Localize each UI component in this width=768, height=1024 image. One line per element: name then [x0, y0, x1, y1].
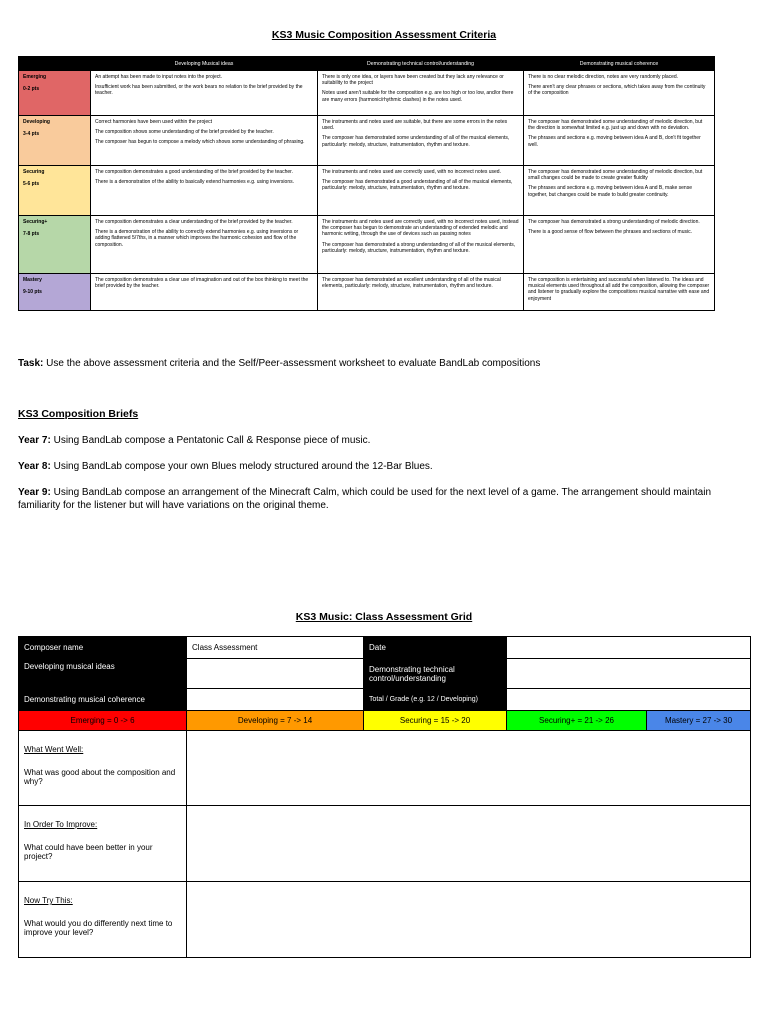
criteria-header-blank	[19, 57, 91, 71]
criteria-descriptor: There is no clear melodic direction, notes are very randomly placed.	[528, 74, 679, 80]
criteria-descriptor: The phrases and sections e.g. moving between idea A and B, make sense together, but changes could be made to build greater continuity.	[528, 185, 692, 198]
in-order-to-improve-label: In Order To Improve: What could have been better in your project?	[19, 806, 187, 882]
criteria-level-name: Securing+	[23, 219, 48, 225]
criteria-descriptor: Notes used aren't suitable for the composition e.g. are too high or too low, and/or there are many errors (harmonic/rhythmic clashes) in the notes used.	[322, 90, 514, 103]
criteria-cell-c3	[524, 116, 715, 166]
criteria-descriptor: The composition demonstrates a clear understanding of the brief provided by the teacher.	[95, 219, 293, 225]
date-field[interactable]	[507, 637, 751, 659]
criteria-descriptor: The composer has demonstrated some understanding of melodic direction, but the direction is somewhat limited e.g. just up and down with no deviation.	[528, 119, 703, 132]
criteria-descriptor: The instruments and notes used are correctly used, with no incorrect notes used.	[322, 169, 501, 175]
criteria-descriptor: The phrases and sections e.g. moving between idea A and B, don't fit together well.	[528, 135, 701, 148]
criteria-level-points: 0-2 pts	[23, 86, 40, 92]
band-mastery: Mastery = 27 -> 30	[647, 711, 751, 731]
criteria-cell-c1	[91, 274, 318, 311]
criteria-row	[19, 116, 715, 166]
criteria-descriptor: There is a good sense of flow between the phrases and sections of music.	[528, 229, 692, 236]
criteria-cell-c3	[524, 166, 715, 216]
criteria-descriptor: The composer has demonstrated a strong understanding of melodic direction.	[528, 219, 700, 225]
band-developing: Developing = 7 -> 14	[187, 711, 364, 731]
criteria-level-cell	[19, 166, 91, 216]
coherence-field[interactable]	[187, 689, 364, 711]
what-went-well-label: What Went Well: What was good about the composition and why?	[19, 731, 187, 806]
criteria-header-technical: Demonstrating technical control/understanding	[318, 57, 524, 71]
criteria-descriptor: The instruments and notes used are suitable, but there are some errors in the notes used.	[322, 119, 508, 132]
criteria-cell-c2	[318, 216, 524, 274]
criteria-level-cell	[19, 274, 91, 311]
developing-ideas-field[interactable]	[187, 659, 364, 689]
briefs-heading: KS3 Composition Briefs	[18, 408, 139, 420]
criteria-header-coherence: Demonstrating musical coherence	[524, 57, 715, 71]
criteria-cell-c1	[91, 166, 318, 216]
criteria-level-points: 3-4 pts	[23, 131, 40, 137]
criteria-descriptor: There is a demonstration of the ability to correctly extend harmonies e.g. using inversions or adding flattened 5/7ths, in a manner which improves the harmonic cohesion and flow of the composition.	[95, 229, 299, 248]
technical-field[interactable]	[507, 659, 751, 689]
criteria-descriptor: The composer has demonstrated a strong understanding of all of the musical elements, particularly: melody, structure, instrumentation, rhythm and texture.	[322, 241, 516, 254]
criteria-descriptor: There aren't any clear phrases or sections, which takes away from the continuity of the composition	[528, 84, 706, 97]
class-assessment-label: Class Assessment	[187, 637, 364, 659]
criteria-level-points: 5-6 pts	[23, 181, 40, 187]
criteria-title: KS3 Music Composition Assessment Criteria	[271, 29, 497, 41]
criteria-cell-c2	[318, 166, 524, 216]
criteria-level-cell	[19, 216, 91, 274]
criteria-level-points: 7-8 pts	[23, 231, 40, 237]
now-try-this-label: Now Try This: What would you do differently next time to improve your level?	[19, 882, 187, 958]
total-grade-field[interactable]	[507, 689, 751, 711]
grid-title: KS3 Music: Class Assessment Grid	[295, 611, 473, 623]
criteria-level-cell	[19, 116, 91, 166]
criteria-descriptor: The composer has begun to compose a melody which shows some understanding of phrasing.	[95, 139, 305, 146]
criteria-descriptor: An attempt has been made to input notes into the project.	[95, 74, 223, 80]
criteria-cell-c3	[524, 71, 715, 116]
brief-year-8: Year 8: Using BandLab compose your own Blues melody structured around the 12-Bar Blues.	[18, 461, 433, 472]
class-assessment-grid	[18, 636, 751, 958]
criteria-row	[19, 216, 715, 274]
criteria-row	[19, 71, 715, 116]
criteria-descriptor: The composer has demonstrated an excellent understanding of all of the musical elements, particularly: melody, structure, instrumentation, rhythm and texture.	[322, 277, 501, 290]
band-securing-plus: Securing+ = 21 -> 26	[507, 711, 647, 731]
criteria-level-name: Securing	[23, 169, 45, 175]
in-order-to-improve-field[interactable]	[187, 806, 751, 882]
criteria-descriptor: Correct harmonies have been used within the project	[95, 119, 213, 125]
criteria-row	[19, 166, 715, 216]
coherence-label: Demonstrating musical coherence	[19, 689, 187, 711]
criteria-level-name: Mastery	[23, 277, 42, 283]
criteria-level-name: Emerging	[23, 74, 47, 80]
criteria-header-ideas: Developing Musical ideas	[91, 57, 318, 71]
band-emerging: Emerging = 0 -> 6	[19, 711, 187, 731]
task-instruction: Task: Use the above assessment criteria and the Self/Peer-assessment worksheet to evaluate BandLab compositions	[18, 358, 541, 369]
criteria-descriptor: There is only one idea, or layers have been created but they lack any relevance or suitability to the project	[322, 74, 504, 87]
criteria-descriptor: The composer has demonstrated some understanding of melodic direction, but small changes could be made to create greater fluidity	[528, 169, 703, 182]
criteria-cell-c1	[91, 71, 318, 116]
criteria-cell-c2	[318, 116, 524, 166]
composer-name-label: Composer name	[19, 637, 187, 659]
criteria-level-points: 9-10 pts	[23, 289, 42, 295]
criteria-level-cell	[19, 71, 91, 116]
criteria-cell-c3	[524, 216, 715, 274]
criteria-descriptor: Insufficient work has been submitted, or the work bears no relation to the brief provided by the teacher.	[95, 84, 303, 97]
what-went-well-field[interactable]	[187, 731, 751, 806]
criteria-cell-c3	[524, 274, 715, 311]
criteria-descriptor: The composition demonstrates a clear use of imagination and out of the box thinking to meet the brief provided by the teacher.	[95, 277, 309, 290]
brief-year-7: Year 7: Using BandLab compose a Pentatonic Call & Response piece of music.	[18, 435, 371, 446]
criteria-cell-c2	[318, 274, 524, 311]
criteria-cell-c2	[318, 71, 524, 116]
total-grade-label: Total / Grade (e.g. 12 / Developing)	[364, 689, 507, 711]
criteria-descriptor: The instruments and notes used are correctly used, with no incorrect notes used, instead the composer has begun to demonstrate an understanding of extended melodic and harmonic writing, through the use of devices such as passing notes	[322, 219, 519, 238]
assessment-criteria-table	[18, 56, 715, 311]
band-securing: Securing = 15 -> 20	[364, 711, 507, 731]
criteria-descriptor: The composer has demonstrated some understanding of all of the musical elements, particularly: melody, structure, instrumentation, rhythm and texture.	[322, 135, 510, 148]
now-try-this-field[interactable]	[187, 882, 751, 958]
date-label: Date	[364, 637, 507, 659]
brief-year-9: Year 9: Using BandLab compose an arrangement of the Minecraft Calm, which could be used for the next level of a game. The arrangement should maintain familiarity for the listener but will have variations on the original theme.	[18, 487, 712, 511]
criteria-descriptor: The composition shows some understanding of the brief provided by the teacher.	[95, 129, 274, 136]
criteria-descriptor: There is a demonstration of the ability to basically extend harmonies e.g. using inversions.	[95, 179, 294, 186]
criteria-descriptor: The composition demonstrates a good understanding of the brief provided by the teacher.	[95, 169, 293, 175]
criteria-descriptor: The composition is entertaining and successful when listened to. The ideas and musical elements used throughout all add the composition, allowing the composer and listener to gradually explore the compositions musical narrative with ease and enjoyment	[528, 277, 710, 302]
criteria-level-name: Developing	[23, 119, 50, 125]
criteria-cell-c1	[91, 216, 318, 274]
criteria-descriptor: The composer has demonstrated a good understanding of all of the musical elements, particularly: melody, structure, instrumentation, rhythm and texture.	[322, 179, 513, 192]
criteria-cell-c1	[91, 116, 318, 166]
technical-label: Demonstrating technical control/understanding	[364, 659, 507, 689]
developing-ideas-label: Developing musical ideas	[19, 659, 187, 689]
criteria-row	[19, 274, 715, 311]
